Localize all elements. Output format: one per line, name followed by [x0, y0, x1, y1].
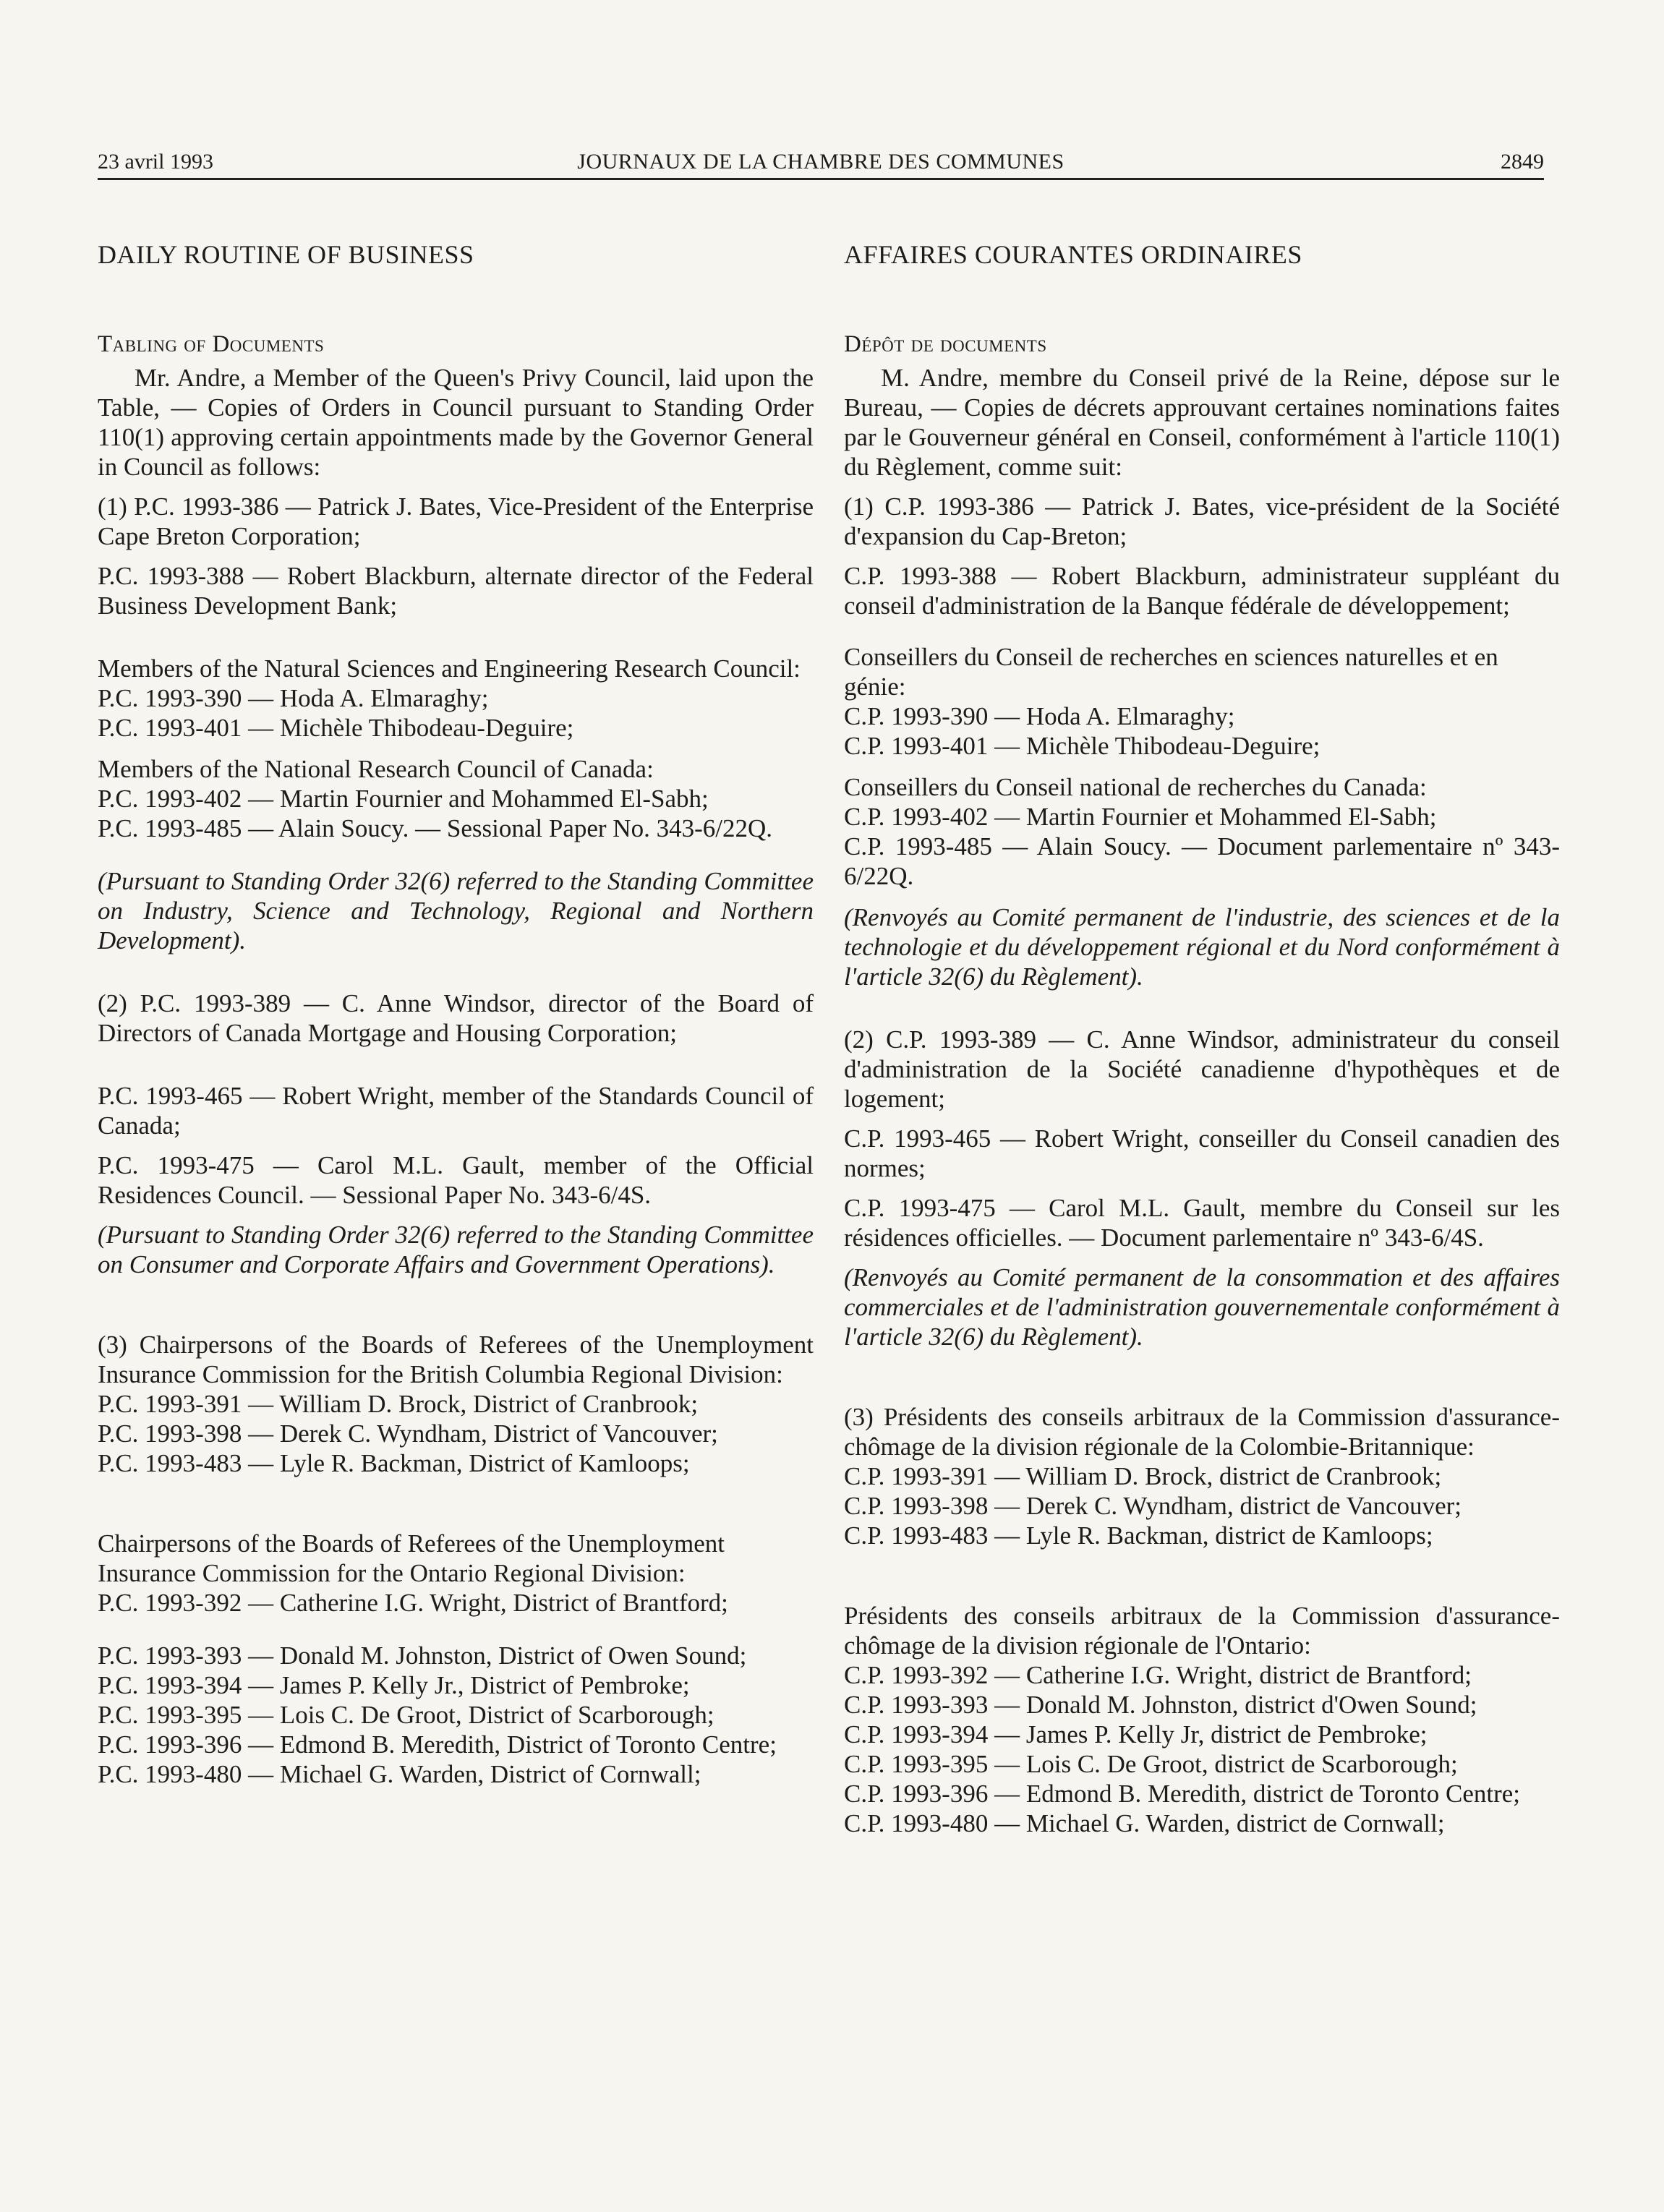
page-header — [98, 148, 1544, 180]
appointment-paragraph: (2) P.C. 1993-389 — C. Anne Windsor, director of the Board of Directors of Canada Mortgage and Housing Corporation; — [98, 989, 814, 1047]
list-item: C.P. 1993-398 — Derek C. Wyndham, district de Vancouver; — [844, 1492, 1462, 1520]
ontario-group — [98, 1529, 814, 1789]
list-item: P.C. 1993-391 — William D. Brock, District of Cranbrook; — [98, 1390, 699, 1418]
list-item: C.P. 1993-393 — Donald M. Johnston, district d'Owen Sound; — [844, 1691, 1477, 1719]
appointment-paragraph: (2) C.P. 1993-389 — C. Anne Windsor, administrateur du conseil d'administration de la Société canadienne d'hypothèques et de logement; — [844, 1025, 1560, 1113]
list-item: P.C. 1993-483 — Lyle R. Backman, District of Kamloops; — [98, 1449, 690, 1477]
list-item: C.P. 1993-485 — Alain Soucy. — Document parlementaire nº 343-6/22Q. — [844, 832, 1560, 890]
referral-note: (Pursuant to Standing Order 32(6) referred to the Standing Committee on Industry, Science and Technology, Regional and Northern Development). — [98, 867, 814, 955]
appointment-paragraph: C.P. 1993-475 — Carol M.L. Gault, membre du Conseil sur les résidences officielles. — Document parlementaire nº 343-6/4S. — [844, 1194, 1560, 1252]
group-heading: Présidents des conseils arbitraux de la Commission d'assurance-chômage de la division régionale de l'Ontario: — [844, 1602, 1560, 1660]
referral-note: (Pursuant to Standing Order 32(6) referred to the Standing Committee on Consumer and Corporate Affairs and Government Operations). — [98, 1221, 814, 1278]
list-item: C.P. 1993-392 — Catherine I.G. Wright, district de Brantford; — [844, 1661, 1472, 1689]
list-item: C.P. 1993-390 — Hoda A. Elmaraghy; — [844, 702, 1235, 730]
appointment-paragraph: P.C. 1993-465 — Robert Wright, member of the Standards Council of Canada; — [98, 1082, 814, 1140]
group-heading: (3) Présidents des conseils arbitraux de la Commission d'assurance-chômage de la division régionale de la Colombie-Britannique: — [844, 1403, 1560, 1461]
section-title: DAILY ROUTINE OF BUSINESS — [98, 240, 474, 269]
list-item: C.P. 1993-402 — Martin Fournier et Mohammed El-Sabh; — [844, 803, 1437, 831]
nrc-group — [844, 772, 1560, 891]
referral-note: (Renvoyés au Comité permanent de la consommation et des affaires commerciales et de l'administration gouvernementale conformément à l'article 32(6) du Règlement). — [844, 1263, 1560, 1351]
list-item: C.P. 1993-480 — Michael G. Warden, district de Cornwall; — [844, 1809, 1445, 1837]
list-item: C.P. 1993-396 — Edmond B. Meredith, district de Toronto Centre; — [844, 1780, 1521, 1808]
list-item: C.P. 1993-391 — William D. Brock, district de Cranbrook; — [844, 1462, 1442, 1490]
header-journal-title: JOURNAUX DE LA CHAMBRE DES COMMUNES — [577, 150, 1064, 174]
list-item: P.C. 1993-390 — Hoda A. Elmaraghy; — [98, 684, 489, 712]
group-heading: Conseillers du Conseil national de recherches du Canada: — [844, 773, 1427, 801]
list-item: C.P. 1993-483 — Lyle R. Backman, district de Kamloops; — [844, 1521, 1433, 1550]
list-item: P.C. 1993-393 — Donald M. Johnston, District of Owen Sound; — [98, 1641, 747, 1670]
nrc-group — [98, 754, 814, 843]
header-date: 23 avril 1993 — [98, 150, 213, 174]
intro-paragraph: Mr. Andre, a Member of the Queen's Privy Council, laid upon the Table, — Copies of Orders in Council pursuant to Standing Order 110(1) approving certain appointments made by the Governor General in Council as follows: — [98, 364, 814, 481]
intro-paragraph: M. Andre, membre du Conseil privé de la Reine, dépose sur le Bureau, — Copies de décrets approuvant certaines nominations faites par le Gouverneur général en Conseil, conformément à l'article 110(1) du Règlement, comme suit: — [844, 364, 1560, 481]
group-heading: Members of the National Research Council of Canada: — [98, 755, 654, 783]
appointment-paragraph: P.C. 1993-475 — Carol M.L. Gault, member of the Official Residences Council. — Sessional Paper No. 343-6/4S. — [98, 1151, 814, 1209]
appointment-paragraph: (1) C.P. 1993-386 — Patrick J. Bates, vice-président de la Société d'expansion du Cap-Breton; — [844, 492, 1560, 550]
french-column — [844, 239, 1560, 1838]
ontario-group — [844, 1601, 1560, 1838]
appointment-paragraph: (1) P.C. 1993-386 — Patrick J. Bates, Vice-President of the Enterprise Cape Breton Corporation; — [98, 492, 814, 550]
subsection-title: Dépôt de documents — [844, 331, 1047, 357]
list-item: C.P. 1993-401 — Michèle Thibodeau-Deguire; — [844, 732, 1320, 760]
appointment-paragraph: C.P. 1993-465 — Robert Wright, conseiller du Conseil canadien des normes; — [844, 1124, 1560, 1182]
header-page-number: 2849 — [1501, 150, 1544, 174]
list-item: P.C. 1993-401 — Michèle Thibodeau-Deguire; — [98, 714, 574, 742]
list-item: P.C. 1993-394 — James P. Kelly Jr., District of Pembroke; — [98, 1671, 690, 1699]
list-item: P.C. 1993-402 — Martin Fournier and Mohammed El-Sabh; — [98, 785, 709, 813]
list-item: P.C. 1993-395 — Lois C. De Groot, District of Scarborough; — [98, 1701, 714, 1729]
bc-group — [844, 1402, 1560, 1550]
list-item: P.C. 1993-480 — Michael G. Warden, District of Cornwall; — [98, 1760, 701, 1788]
referral-note: (Renvoyés au Comité permanent de l'industrie, des sciences et de la technologie et du développement régional et du Nord conformément à l'article 32(6) du Règlement). — [844, 903, 1560, 991]
appointment-paragraph: C.P. 1993-388 — Robert Blackburn, administrateur suppléant du conseil d'administration de la Banque fédérale de développement; — [844, 562, 1560, 620]
group-heading: Chairpersons of the Boards of Referees of the Unemployment Insurance Commission for the Ontario Regional Division: — [98, 1529, 725, 1587]
list-item: C.P. 1993-394 — James P. Kelly Jr, district de Pembroke; — [844, 1720, 1428, 1748]
list-item: P.C. 1993-392 — Catherine I.G. Wright, District of Brantford; — [98, 1589, 728, 1617]
appointment-paragraph: P.C. 1993-388 — Robert Blackburn, alternate director of the Federal Business Development Bank; — [98, 562, 814, 620]
english-column — [98, 239, 814, 1789]
section-title: AFFAIRES COURANTES ORDINAIRES — [844, 240, 1302, 269]
list-item: P.C. 1993-398 — Derek C. Wyndham, District of Vancouver; — [98, 1419, 718, 1448]
bc-group — [98, 1330, 814, 1478]
group-heading: (3) Chairpersons of the Boards of Referees of the Unemployment Insurance Commission for the British Columbia Regional Division: — [98, 1331, 814, 1388]
group-heading: Members of the Natural Sciences and Engineering Research Council: — [98, 654, 801, 683]
list-item: C.P. 1993-395 — Lois C. De Groot, district de Scarborough; — [844, 1750, 1458, 1778]
list-item: P.C. 1993-396 — Edmond B. Meredith, District of Toronto Centre; — [98, 1730, 777, 1759]
list-item: P.C. 1993-485 — Alain Soucy. — Sessional Paper No. 343-6/22Q. — [98, 814, 772, 842]
nserc-group — [98, 654, 814, 743]
subsection-title: Tabling of Documents — [98, 331, 325, 357]
nserc-group — [844, 642, 1560, 761]
group-heading: Conseillers du Conseil de recherches en sciences naturelles et en génie: — [844, 643, 1498, 701]
